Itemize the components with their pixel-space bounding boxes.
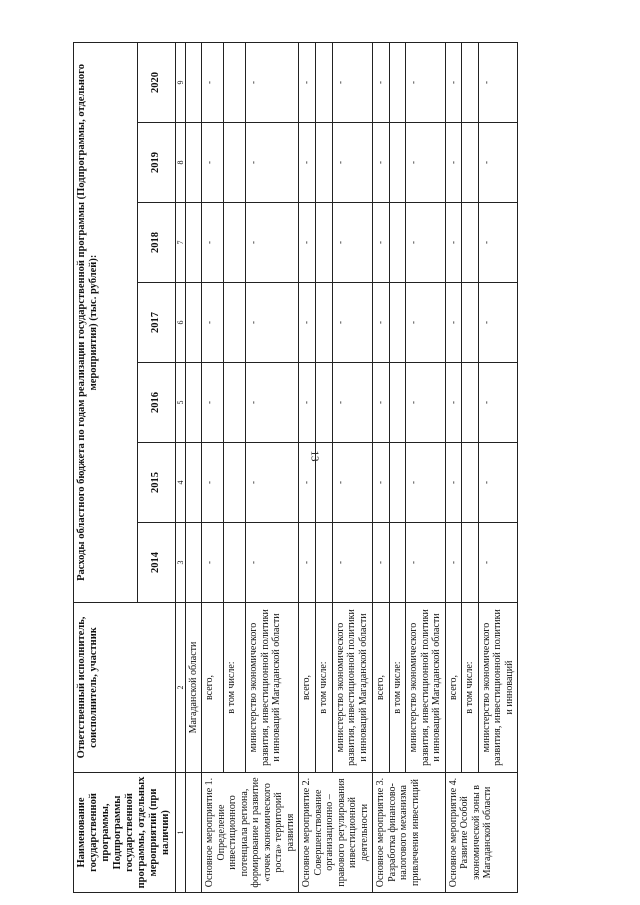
value-cell: -: [246, 443, 299, 523]
value-cell: -: [246, 283, 299, 363]
value-cell: -: [445, 523, 462, 603]
table-row: [332, 42, 372, 892]
value-cell: [316, 283, 333, 363]
table-row: [299, 42, 316, 892]
value-cell: [224, 283, 246, 363]
value-cell: [462, 443, 479, 523]
value-cell: [224, 203, 246, 283]
executor-label: министерство экономического развития, инвестиционной политики и инноваций Магаданской области: [246, 603, 299, 773]
value-cell: -: [478, 443, 518, 523]
header-spending: Расходы областного бюджета по годам реализации государственной программы (Подпрограммы, отдельного мероприятия) (тыс. рублей):: [74, 42, 138, 602]
value-cell: -: [406, 523, 446, 603]
measure-name: Основное мероприятие 4. Развитие Особой экономической зоны в Магаданской области: [445, 773, 518, 893]
value-cell: -: [202, 443, 224, 523]
value-cell: [316, 42, 333, 122]
value-cell: -: [478, 42, 518, 122]
column-number: 3: [175, 523, 185, 603]
executor-label: в том числе:: [462, 603, 479, 773]
table-body: [185, 42, 518, 892]
value-cell: -: [478, 363, 518, 443]
executor-label: в том числе:: [316, 603, 333, 773]
value-cell: [316, 123, 333, 203]
value-cell: -: [406, 203, 446, 283]
value-cell: [389, 203, 406, 283]
column-number: 5: [175, 363, 185, 443]
value-cell: -: [299, 42, 316, 122]
value-cell: -: [299, 283, 316, 363]
table-row: [373, 42, 390, 892]
value-cell: -: [332, 203, 372, 283]
value-cell: -: [406, 42, 446, 122]
value-cell: [224, 523, 246, 603]
value-cell: [389, 283, 406, 363]
table-row: [406, 42, 446, 892]
top-continuation-row: [185, 42, 202, 892]
table-row: [478, 42, 518, 892]
top-row-name: [185, 773, 202, 893]
column-number: 6: [175, 283, 185, 363]
value-cell: -: [246, 363, 299, 443]
page-number: 13: [308, 450, 321, 462]
budget-table: [73, 42, 518, 893]
value-cell: -: [406, 443, 446, 523]
value-cell: -: [373, 283, 390, 363]
value-cell: -: [406, 363, 446, 443]
value-cell: -: [478, 523, 518, 603]
value-cell: -: [202, 123, 224, 203]
table-row: [445, 42, 462, 892]
value-cell: -: [445, 42, 462, 122]
measure-name: Основное мероприятие 1. Определение инвестиционного потенциала региона, формирование и развитие «точек экономического роста» территорий развития: [202, 773, 299, 893]
value-cell: -: [202, 283, 224, 363]
value-cell: -: [202, 363, 224, 443]
value-cell: -: [332, 523, 372, 603]
value-cell: [316, 363, 333, 443]
value-cell: -: [202, 42, 224, 122]
value-cell: -: [406, 283, 446, 363]
executor-label: всего,: [299, 603, 316, 773]
value-cell: -: [373, 123, 390, 203]
value-cell: [224, 363, 246, 443]
year-header: 2014: [138, 523, 176, 603]
executor-label: в том числе:: [389, 603, 406, 773]
value-cell: -: [332, 123, 372, 203]
value-cell: [462, 203, 479, 283]
value-cell: -: [445, 283, 462, 363]
value-cell: -: [299, 363, 316, 443]
value-cell: -: [478, 123, 518, 203]
year-header: 2018: [138, 203, 176, 283]
value-cell: -: [332, 42, 372, 122]
value-cell: -: [373, 443, 390, 523]
value-cell: [224, 123, 246, 203]
executor-label: министерство экономического развития, инвестиционной политики и инноваций: [478, 603, 518, 773]
value-cell: -: [478, 283, 518, 363]
year-header: 2016: [138, 363, 176, 443]
value-cell: [224, 42, 246, 122]
measure-name: Основное мероприятие 2. Совершенствование организационно – правового регулирования инвестиционной деятельности: [299, 773, 373, 893]
executor-label: всего,: [373, 603, 390, 773]
header-program-name: Наименование государственной программы, Подпрограммы государственной программы, отдельных мероприятий (при наличии): [74, 773, 176, 893]
value-cell: [316, 523, 333, 603]
year-header: 2020: [138, 42, 176, 122]
executor-label: в том числе:: [224, 603, 246, 773]
value-cell: -: [406, 123, 446, 203]
year-header: 2015: [138, 443, 176, 523]
value-cell: -: [332, 443, 372, 523]
column-number: 1: [175, 773, 185, 893]
table-row: [462, 42, 479, 892]
value-cell: -: [445, 123, 462, 203]
value-cell: [389, 123, 406, 203]
value-cell: -: [246, 42, 299, 122]
value-cell: -: [202, 203, 224, 283]
executor-label: всего,: [445, 603, 462, 773]
value-cell: -: [373, 363, 390, 443]
year-header: 2019: [138, 123, 176, 203]
column-number: 8: [175, 123, 185, 203]
table-row: [202, 42, 224, 892]
value-cell: [462, 363, 479, 443]
value-cell: [316, 443, 333, 523]
table-row: [246, 42, 299, 892]
header-row: [74, 42, 138, 892]
column-number: 9: [175, 42, 185, 122]
table-row: [316, 42, 333, 892]
value-cell: -: [299, 443, 316, 523]
executor-label: министерство экономического развития, инвестиционной политики и инноваций Магаданской области: [332, 603, 372, 773]
value-cell: -: [445, 443, 462, 523]
value-cell: [389, 443, 406, 523]
column-number: 7: [175, 203, 185, 283]
value-cell: [462, 42, 479, 122]
value-cell: -: [202, 523, 224, 603]
value-cell: [389, 523, 406, 603]
value-cell: -: [246, 523, 299, 603]
year-header: 2017: [138, 283, 176, 363]
value-cell: -: [299, 203, 316, 283]
value-cell: -: [246, 123, 299, 203]
executor-label: всего,: [202, 603, 224, 773]
value-cell: -: [373, 42, 390, 122]
column-number: 4: [175, 443, 185, 523]
header-executor: Ответственный исполнитель, соисполнитель, участник: [74, 603, 176, 773]
top-row-executor: Магаданской области: [185, 603, 202, 773]
value-cell: -: [478, 203, 518, 283]
value-cell: -: [246, 203, 299, 283]
value-cell: -: [332, 283, 372, 363]
value-cell: [389, 42, 406, 122]
executor-label: министерство экономического развития, инвестиционной политики и инноваций Магаданской области: [406, 603, 446, 773]
table-row: [389, 42, 406, 892]
column-number: 2: [175, 603, 185, 773]
value-cell: [224, 443, 246, 523]
value-cell: -: [373, 203, 390, 283]
value-cell: [462, 523, 479, 603]
value-cell: -: [299, 523, 316, 603]
value-cell: -: [373, 523, 390, 603]
value-cell: [462, 123, 479, 203]
column-numbers-row: [175, 42, 185, 892]
value-cell: -: [445, 363, 462, 443]
value-cell: -: [445, 203, 462, 283]
value-cell: -: [299, 123, 316, 203]
value-cell: [462, 283, 479, 363]
value-cell: [316, 203, 333, 283]
table-row: [224, 42, 246, 892]
value-cell: [389, 363, 406, 443]
value-cell: -: [332, 363, 372, 443]
rotated-table-page: [73, 43, 573, 893]
measure-name: Основное мероприятие 3. Разработка финансово-налогового механизма привлечения инвестиций: [373, 773, 446, 893]
